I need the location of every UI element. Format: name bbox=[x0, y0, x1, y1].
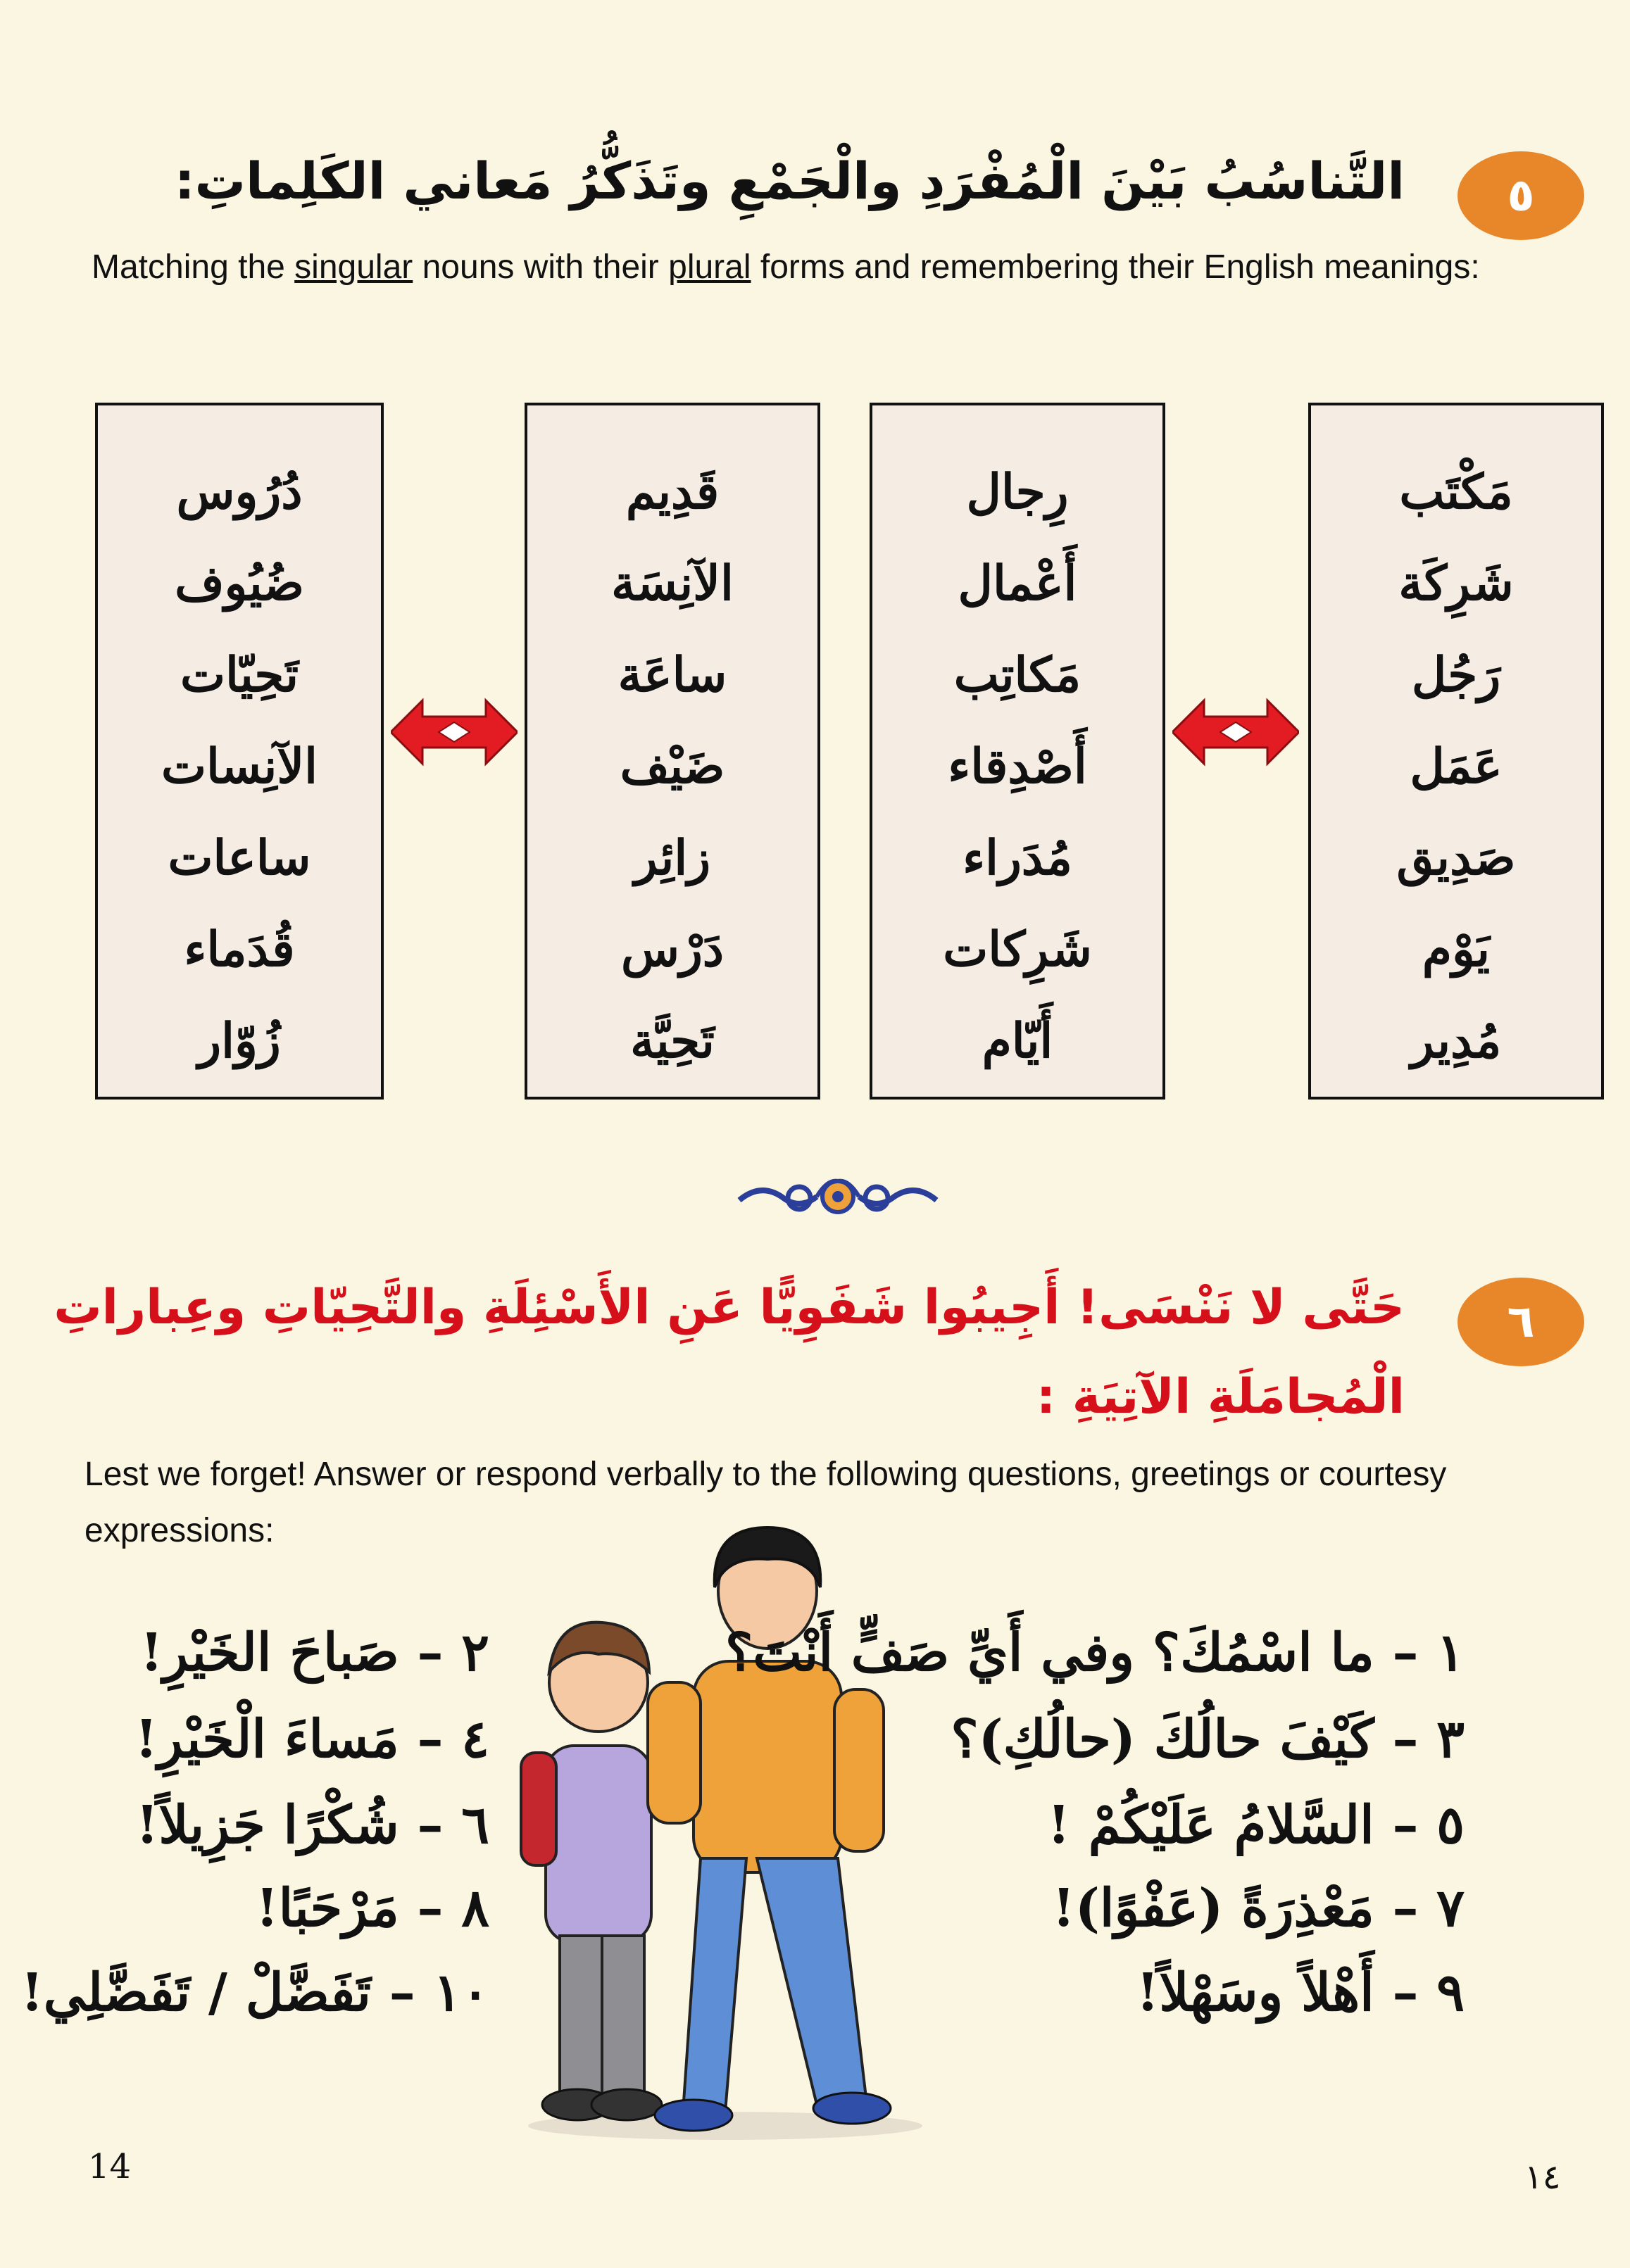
section-6-number: ٦ bbox=[1507, 1296, 1535, 1348]
section-6-title-line-1: حَتَّى لا نَنْسَى! أَجِيبُوا شَفَوِيًّا عَنِ الأَسْئِلَةِ والتَّحِيّاتِ وعِباراتِ bbox=[54, 1280, 1405, 1335]
expression-item-4: ٤ – مَساءَ الْخَيْرِ! bbox=[134, 1709, 489, 1770]
section-5-number: ٥ bbox=[1507, 170, 1535, 222]
word-item: الآنِسات bbox=[161, 738, 318, 795]
word-item: دَرْس bbox=[620, 921, 725, 978]
word-item: مُدِير bbox=[1410, 1013, 1502, 1069]
double-arrow-icon bbox=[391, 697, 518, 767]
instruction-text-1: Matching the bbox=[92, 248, 295, 286]
expression-item-5: ٥ – السَّلامُ عَلَيْكُمْ ! bbox=[1047, 1795, 1465, 1856]
word-item: رَجُل bbox=[1411, 647, 1501, 703]
word-item: يَوْم bbox=[1422, 921, 1491, 978]
word-item: أَعْمال bbox=[958, 555, 1077, 612]
word-item: قُدَماء bbox=[184, 921, 295, 978]
plural-word: plural bbox=[668, 248, 751, 286]
word-item: شَرِكات bbox=[943, 921, 1092, 978]
page-number-right: ١٤ bbox=[1524, 2157, 1561, 2197]
section-6-instruction: Lest we forget! Answer or respond verbally to the following questions, greetings or courtesy expressions: bbox=[84, 1456, 1447, 1549]
instruction-text-2: nouns with their bbox=[413, 248, 669, 286]
word-item: عَمَل bbox=[1410, 738, 1503, 795]
instruction-text-3: forms and remembering their English meanings: bbox=[751, 248, 1480, 286]
word-box-plural-1 bbox=[870, 403, 1165, 1100]
word-box-plural-2 bbox=[95, 403, 384, 1100]
word-item: شَرِكَة bbox=[1398, 555, 1514, 612]
expression-item-7: ٧ – مَعْذِرَةً (عَفْوًا)! bbox=[1052, 1878, 1465, 1939]
word-item: ساعات bbox=[168, 830, 311, 886]
word-item: قَدِيم bbox=[625, 464, 720, 520]
expression-item-9: ٩ – أَهْلاً وسَهْلاً! bbox=[1136, 1963, 1465, 2023]
word-box-singular-2 bbox=[525, 403, 820, 1100]
section-5-title: التَّناسُبُ بَيْنَ الْمُفْرَدِ والْجَمْعِ وتَذَكُّرُ مَعاني الكَلِماتِ: bbox=[174, 151, 1405, 210]
word-item: مَكاتِب bbox=[953, 647, 1082, 703]
word-item: ضُيُوف bbox=[175, 555, 304, 612]
section-5-number-badge bbox=[1457, 151, 1584, 240]
section-6-title-line-2: الْمُجامَلَةِ الآتِيَةِ : bbox=[1036, 1369, 1405, 1425]
word-item: مَكْتَب bbox=[1399, 464, 1513, 520]
word-item: تَحِيّات bbox=[180, 647, 299, 703]
word-item: الآنِسَة bbox=[611, 555, 734, 612]
word-item: صَدِيق bbox=[1396, 830, 1516, 886]
ornament-divider-icon bbox=[732, 1168, 943, 1225]
word-item: رِجال bbox=[966, 464, 1069, 520]
expression-item-1: ١ – ما اسْمُكَ؟ وفي أَيِّ صَفٍّ أَنْتَ؟ bbox=[725, 1623, 1465, 1683]
expression-item-6: ٦ – شُكْرًا جَزِيلاً! bbox=[135, 1795, 489, 1856]
double-arrow-icon bbox=[1172, 697, 1299, 767]
section-5-instruction bbox=[92, 239, 1514, 296]
small-boy-figure bbox=[521, 1623, 662, 2120]
word-box-singular-1 bbox=[1308, 403, 1604, 1100]
two-boys-illustration bbox=[514, 1520, 936, 2140]
section-6-number-badge bbox=[1457, 1278, 1584, 1366]
expression-item-8: ٨ – مَرْحَبًا! bbox=[256, 1878, 489, 1939]
expression-item-10: ١٠ – تَفَضَّلْ / تَفَضَّلِي! bbox=[20, 1963, 489, 2023]
word-item: مُدَراء bbox=[963, 830, 1072, 886]
word-item: ضَيْف bbox=[620, 738, 725, 795]
word-item: أَيّام bbox=[982, 1013, 1053, 1069]
expression-item-3: ٣ – كَيْفَ حالُكَ (حالُكِ)؟ bbox=[951, 1709, 1465, 1770]
word-item: دُرُوس bbox=[176, 464, 303, 520]
word-item: ساعَة bbox=[617, 647, 727, 703]
page-number-left: 14 bbox=[88, 2147, 132, 2186]
singular-word: singular bbox=[294, 248, 413, 286]
word-item: أَصْدِقاء bbox=[948, 738, 1087, 795]
word-item: زُوّار bbox=[198, 1013, 281, 1069]
word-item: تَحِيَّة bbox=[630, 1013, 715, 1069]
word-item: زائِر bbox=[634, 830, 711, 886]
tall-boy-figure bbox=[648, 1527, 891, 2131]
expression-item-2: ٢ – صَباحَ الخَيْرِ! bbox=[139, 1623, 489, 1683]
